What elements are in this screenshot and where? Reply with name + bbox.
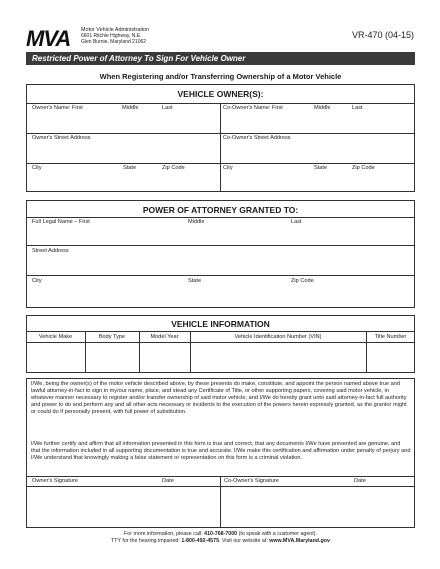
owner-street-field[interactable] xyxy=(27,142,219,162)
owner-signature-date-label: Date xyxy=(162,478,174,484)
coowner-signature-date-label: Date xyxy=(354,478,366,484)
form-number: VR-470 (04-15) xyxy=(351,30,414,40)
coowner-name-field[interactable] xyxy=(221,112,414,132)
attorney-state-label: State xyxy=(188,278,202,284)
body-type-field[interactable] xyxy=(86,343,138,372)
footer-phone-suffix: (to speak with a customer agent). xyxy=(238,531,317,537)
coowner-city-label: City xyxy=(223,165,233,171)
coowner-last-name-label: Last xyxy=(352,105,363,111)
vehicle-information-title: VEHICLE INFORMATION xyxy=(171,319,270,329)
agency-address-line1: 6601 Ritchie Highway, N.E. xyxy=(81,33,142,39)
owner-city-label: City xyxy=(32,165,42,171)
coowner-street-field[interactable] xyxy=(221,142,414,162)
power-of-attorney-title: POWER OF ATTORNEY GRANTED TO: xyxy=(142,205,299,215)
owner-city-state-zip-field[interactable] xyxy=(27,172,219,191)
body-type-header: Body Type xyxy=(98,334,126,340)
coowner-state-label: State xyxy=(314,165,328,171)
coowner-street-label: Co-Owner's Street Address xyxy=(223,135,291,141)
footer-phone-prefix: For more information, please call: xyxy=(124,531,203,537)
coowner-city-state-zip-field[interactable] xyxy=(221,172,414,191)
divider xyxy=(26,163,415,164)
mva-website-link[interactable]: www.MVA.Maryland.gov xyxy=(269,538,330,544)
divider xyxy=(26,217,415,218)
owner-last-name-label: Last xyxy=(162,105,173,111)
agency-name: Motor Vehicle Administration xyxy=(81,27,150,33)
tty-phone-number: 1-800-492-4575 xyxy=(181,538,220,544)
footer-tty-line xyxy=(26,538,415,545)
owner-zip-label: Zip Code xyxy=(162,165,185,171)
attorney-street-label: Street Address xyxy=(32,248,69,254)
form-subtitle: When Registering and/or Transferring Ownership of a Motor Vehicle xyxy=(99,72,342,81)
footer-tty-prefix: TTY for the hearing impaired: xyxy=(111,538,180,544)
vehicle-owners-title: VEHICLE OWNER(S): xyxy=(177,89,264,99)
attorney-first-name-label: Full Legal Name – First xyxy=(32,219,90,225)
vin-header: Vehicle Identification Number (VIN) xyxy=(234,334,322,340)
owner-first-name-label: Owner's Name: First xyxy=(32,105,83,111)
attorney-street-field[interactable] xyxy=(27,255,414,274)
owner-signature-label: Owner's Signature xyxy=(32,478,78,484)
coowner-zip-label: Zip Code xyxy=(352,165,375,171)
attorney-city-label: City xyxy=(32,278,42,284)
coowner-middle-name-label: Middle xyxy=(314,105,331,111)
agency-address xyxy=(81,27,149,45)
owner-middle-name-label: Middle xyxy=(122,105,139,111)
owner-street-label: Owner's Street Address xyxy=(32,135,91,141)
footer-website-prefix: . Visit our website at: xyxy=(219,538,268,544)
coowner-signature-label: Co-Owner's Signature xyxy=(224,478,279,484)
divider xyxy=(26,245,415,246)
attorney-zip-label: Zip Code xyxy=(291,278,314,284)
model-year-field[interactable] xyxy=(140,343,189,372)
attorney-middle-name-label: Middle xyxy=(188,219,205,225)
attorney-city-state-zip-field[interactable] xyxy=(27,285,414,307)
model-year-header: Model Year xyxy=(150,334,179,340)
vehicle-make-field[interactable] xyxy=(27,343,84,372)
vehicle-make-header: Vehicle Make xyxy=(38,334,73,340)
vin-field[interactable] xyxy=(191,343,365,372)
footer-phone-line xyxy=(26,531,415,538)
footer-contact xyxy=(26,531,415,545)
coowner-signature-field[interactable] xyxy=(221,487,414,527)
mva-logo: MVA xyxy=(26,26,71,51)
owner-state-label: State xyxy=(123,165,137,171)
certification-statement: I/We further certify and affirm that all information presented in this form is true and correct, that any documents I/We have presented are genuine, and that the information included in all supporting documentation is true and accurate. I/We make this certification and affirmation under penalty of perjury and I/We understand that knowingly making a false statement or representation on this form is a criminal violation. xyxy=(31,441,411,461)
title-number-field[interactable] xyxy=(367,343,414,372)
divider xyxy=(26,275,415,276)
appointment-statement: I/We, being the owner(s) of the motor vehicle described above, by these presents do make, constitute, and appoint the person named above true and lawful attorney-in-fact to sign in my/our name, place, and stead any Certificate of Title, or other supporting papers, covering said motor vehicle, in whatever manner necessary to register and/or transfer ownership of said motor vehicle; and I/We do hereby grant unto said attorney-in-fact full authority and power to do and perform any and all other acts necessary or incidents to the execution of the powers herein expressly granted, as the grantor might or could do if personally present, with full power of substitution. xyxy=(31,381,407,415)
attorney-name-field[interactable] xyxy=(27,226,414,244)
attorney-last-name-label: Last xyxy=(291,219,302,225)
customer-phone-number: 410-768-7000 xyxy=(204,531,238,537)
form-title-banner: Restricted Power of Attorney To Sign For Vehicle Owner xyxy=(26,52,415,65)
title-number-header: Title Number xyxy=(374,334,407,340)
agency-address-line2: Glen Burnie, Maryland 21062 xyxy=(81,39,147,45)
divider xyxy=(26,133,415,134)
coowner-first-name-label: Co-Owner's Name: First xyxy=(223,105,283,111)
owner-name-field[interactable] xyxy=(27,112,219,132)
owner-signature-field[interactable] xyxy=(27,487,219,527)
